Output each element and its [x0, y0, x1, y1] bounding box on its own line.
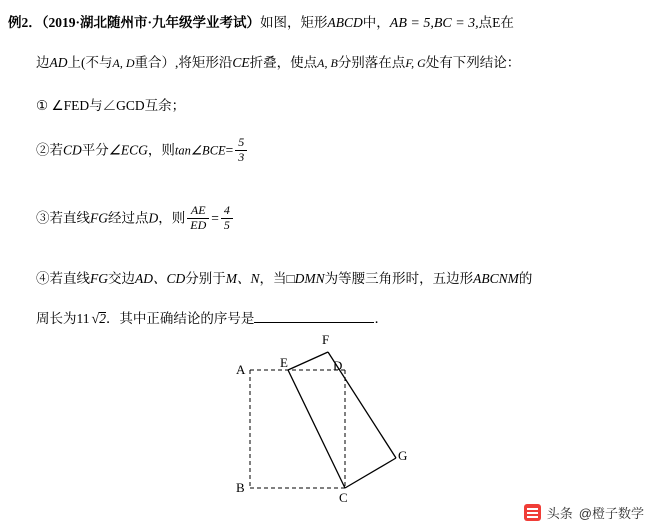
- item2-text-b: 平分: [81, 142, 109, 158]
- points-a-d: A, D: [112, 56, 135, 70]
- item3-text-c: ，则: [158, 210, 186, 226]
- item4-number: ④: [36, 271, 50, 286]
- item3-frac-denominator: ED: [190, 217, 207, 232]
- sqrt-symbol: √: [91, 312, 100, 327]
- point-label-d: D: [333, 358, 343, 373]
- answer-blank[interactable]: [254, 310, 374, 323]
- given-point-e: 点E在: [478, 15, 514, 30]
- item2-frac-denominator: 3: [238, 149, 245, 164]
- item3-frac2-denominator: 5: [223, 217, 230, 232]
- conclusion-2: [36, 137, 249, 166]
- conclusion-3: [36, 205, 235, 234]
- line2-e: 分别落在点: [337, 55, 406, 70]
- item4-text-d: ，当□: [259, 271, 295, 286]
- fold-line-ce: CE: [232, 55, 250, 70]
- item2-text-a: 若: [49, 142, 63, 158]
- segment-gc: [345, 458, 396, 488]
- item2-text-c: ，则: [147, 142, 175, 158]
- item2-frac-numerator: 5: [235, 136, 247, 151]
- problem-line-2: [36, 54, 520, 72]
- segment-ef: [288, 352, 328, 370]
- item2-fraction: [235, 136, 247, 165]
- conclusion-4: [36, 270, 532, 288]
- item3-number: ③: [36, 210, 50, 226]
- item4-text-a: 若直线: [49, 271, 90, 286]
- stem-part-1: 如图，矩形: [260, 15, 328, 30]
- item4-fg: FG: [90, 271, 108, 286]
- line2-f: 处有下列结论：: [425, 55, 521, 70]
- problem-line-1: [8, 14, 514, 33]
- rect-name: ABCD: [327, 15, 363, 30]
- point-label-c: C: [339, 490, 348, 505]
- point-label-f: F: [322, 332, 330, 347]
- segment-ce: [288, 370, 345, 488]
- line2-c: 重合）,将矩形沿: [134, 55, 233, 70]
- sqrt-expression: [90, 310, 106, 329]
- point-label-a: A: [236, 362, 246, 377]
- item3-ratio-fraction: [187, 204, 209, 233]
- item1-text: ∠FED与∠GCD互余；: [51, 98, 186, 113]
- conclusion-4-continued: [36, 310, 388, 329]
- given-bc: BC = 3,: [433, 16, 479, 31]
- item4-polygon: ABCNM: [473, 271, 519, 286]
- item4-text-b: 交边: [108, 271, 135, 286]
- stem-part-2: 中，: [362, 15, 390, 30]
- item1-number: ①: [36, 98, 49, 113]
- item3-frac2-numerator: 4: [221, 204, 233, 219]
- item4-mn: M、N: [225, 271, 260, 286]
- item5-text-a: 周长为11: [36, 311, 90, 326]
- item5-text-b: ．其中正确结论的序号是: [105, 311, 255, 326]
- watermark: [524, 503, 644, 522]
- line2-b: 上(不与: [67, 55, 113, 70]
- points-a-b: A, B: [317, 56, 338, 70]
- item4-text-c: 分别于: [185, 271, 226, 286]
- conclusion-1: [36, 97, 185, 115]
- watermark-source: 头条: [546, 506, 573, 521]
- given-ab: AB = 5,: [389, 16, 434, 31]
- item3-fg: FG: [90, 210, 108, 226]
- point-label-b: B: [236, 480, 245, 495]
- point-label-g: G: [398, 448, 408, 463]
- sqrt-radicand: 2: [99, 311, 106, 326]
- item5-period: ．: [374, 311, 388, 326]
- example-label: 例2．: [8, 15, 42, 30]
- toutiao-logo-icon: [524, 504, 541, 521]
- problem-source: （2019·湖北随州市·九年级学业考试）: [41, 15, 261, 30]
- item2-cd: CD: [63, 142, 82, 158]
- segment-ad: AD: [49, 55, 68, 70]
- geometry-figure: [200, 332, 470, 518]
- item3-point-d: D: [148, 210, 159, 226]
- item4-ad-cd: AD、CD: [135, 271, 186, 286]
- line2-a: 边: [36, 55, 50, 70]
- line2-d: 折叠，使点: [249, 55, 318, 70]
- item3-text-b: 经过点: [108, 210, 149, 226]
- item4-dmn: DMN: [294, 271, 325, 286]
- sqrt-bar: [99, 312, 106, 313]
- point-label-e: E: [280, 355, 288, 370]
- item4-text-e: 为等腰三角形时，五边形: [324, 271, 474, 286]
- item2-number: ②: [36, 142, 50, 158]
- watermark-author: @橙子数学: [578, 506, 644, 521]
- item4-text-f: 的: [518, 271, 533, 286]
- item3-frac-numerator: AE: [187, 204, 209, 219]
- points-f-g: F, G: [405, 56, 426, 70]
- item2-equals: =: [225, 142, 234, 158]
- item3-value-fraction: [221, 204, 233, 233]
- item2-angle-ecg: ∠ECG: [108, 142, 148, 158]
- item3-equals: =: [211, 210, 219, 226]
- item3-text-a: 若直线: [49, 210, 90, 226]
- item2-tan: tan∠BCE: [174, 143, 226, 158]
